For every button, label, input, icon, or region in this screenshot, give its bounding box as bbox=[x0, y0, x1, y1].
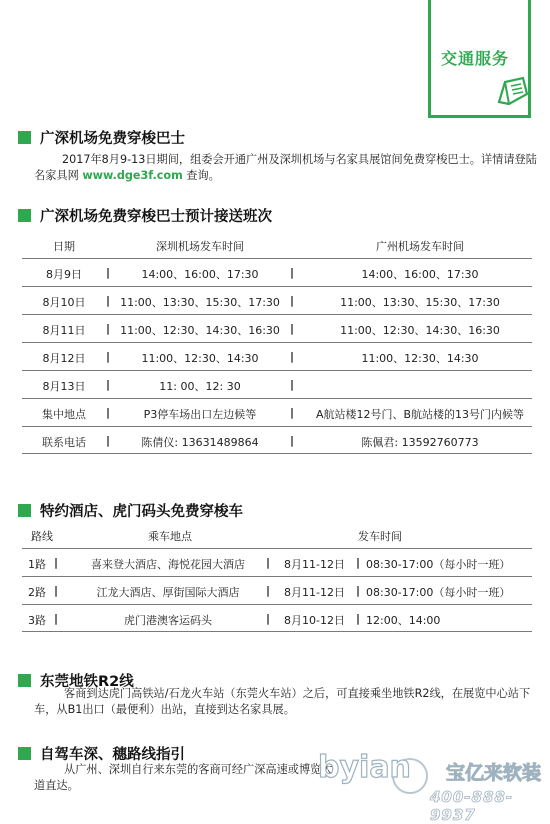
section-marker bbox=[18, 209, 31, 222]
table-row: 集中地点 | P3停车场出口左边候等 | A航站楼12号门、B航站楼的13号门内候等 bbox=[22, 398, 532, 426]
schedule-table bbox=[22, 232, 532, 454]
section-heading: 东莞地铁R2线 bbox=[40, 674, 134, 690]
table-row: 8月11日 | 11:00、12:30、14:30、16:30 | 11:00、12:30、14:30、16:30 bbox=[22, 314, 532, 342]
col-guangzhou: 广州机场发车时间 bbox=[376, 240, 464, 253]
col-date: 日期 bbox=[53, 240, 75, 253]
table-row: 8月12日 | 11:00、12:30、14:30 | 11:00、12:30、14:30 bbox=[22, 342, 532, 370]
table-row: 8月13日 | 11: 00、12: 30 | bbox=[22, 370, 532, 398]
section-shuttle-schedule bbox=[18, 205, 272, 226]
col-shenzhen: 深圳机场发车时间 bbox=[156, 240, 244, 253]
section-heading: 自驾车深、穗路线指引 bbox=[40, 747, 185, 763]
section-driving bbox=[18, 743, 185, 764]
service-tab-title: 交通服务 bbox=[441, 49, 510, 68]
table-row: 1路 | 喜来登大酒店、海悦花园大酒店 | 8月11-12日 | 08:30-17:00（每小时一班） bbox=[22, 548, 532, 576]
section-heading: 特约酒店、虎门码头免费穿梭车 bbox=[40, 504, 243, 520]
website-link[interactable]: www.dge3f.com bbox=[82, 169, 183, 182]
table-row: 8月9日 | 14:00、16:00、17:30 | 14:00、16:00、17:30 bbox=[22, 258, 532, 286]
hotel-shuttle-table bbox=[22, 522, 532, 632]
watermark bbox=[318, 740, 546, 824]
col-time: 发车时间 bbox=[358, 530, 402, 543]
watermark-cn: 宝亿来软装 bbox=[446, 762, 542, 784]
table-row: 8月10日 | 11:00、13:30、15:30、17:30 | 11:00、13:30、15:30、17:30 bbox=[22, 286, 532, 314]
watermark-phone: 400-888-9937 bbox=[430, 788, 514, 824]
section-heading: 广深机场免费穿梭巴士 bbox=[40, 131, 185, 147]
table-row: 联系电话 | 陈倩仪: 13631489864 | 陈佩君: 13592760773 bbox=[22, 426, 532, 454]
watermark-brand: byian bbox=[318, 750, 411, 785]
col-route: 路线 bbox=[31, 530, 53, 543]
section-airport-shuttle bbox=[18, 127, 185, 148]
section-marker bbox=[18, 674, 31, 687]
col-location: 乘车地点 bbox=[148, 530, 192, 543]
table-row: 3路 | 虎门港澳客运码头 | 8月10-12日 | 12:00、14:00 bbox=[22, 604, 532, 632]
section-marker bbox=[18, 747, 31, 760]
section-hotel-shuttle bbox=[18, 500, 243, 521]
metro-text: 客商到达虎门高铁站/石龙火车站（东莞火车站）之后，可直接乘坐地铁R2线，在展览中心站下车，从B1出口（最便利）出站，直接到达名家具展。 bbox=[34, 687, 531, 716]
table-row: 2路 | 江龙大酒店、厚街国际大酒店 | 8月11-12日 | 08:30-17:00（每小时一班） bbox=[22, 576, 532, 604]
table-header bbox=[22, 522, 532, 548]
vehicle-icon bbox=[495, 74, 531, 108]
section-heading: 广深机场免费穿梭巴士预计接送班次 bbox=[40, 209, 272, 225]
airport-shuttle-text: 2017年8月9-13日期间，组委会开通广州及深圳机场与名家具展馆间免费穿梭巴士。详情请登陆名家具网 www.dge3f.com 查询。 bbox=[34, 153, 537, 182]
driving-text: 从广州、深圳自行来东莞的客商可经广深高速或博览大道直达。 bbox=[34, 763, 333, 792]
section-marker bbox=[18, 504, 31, 517]
service-tab bbox=[428, 0, 531, 118]
table-header bbox=[22, 232, 532, 258]
section-marker bbox=[18, 131, 31, 144]
